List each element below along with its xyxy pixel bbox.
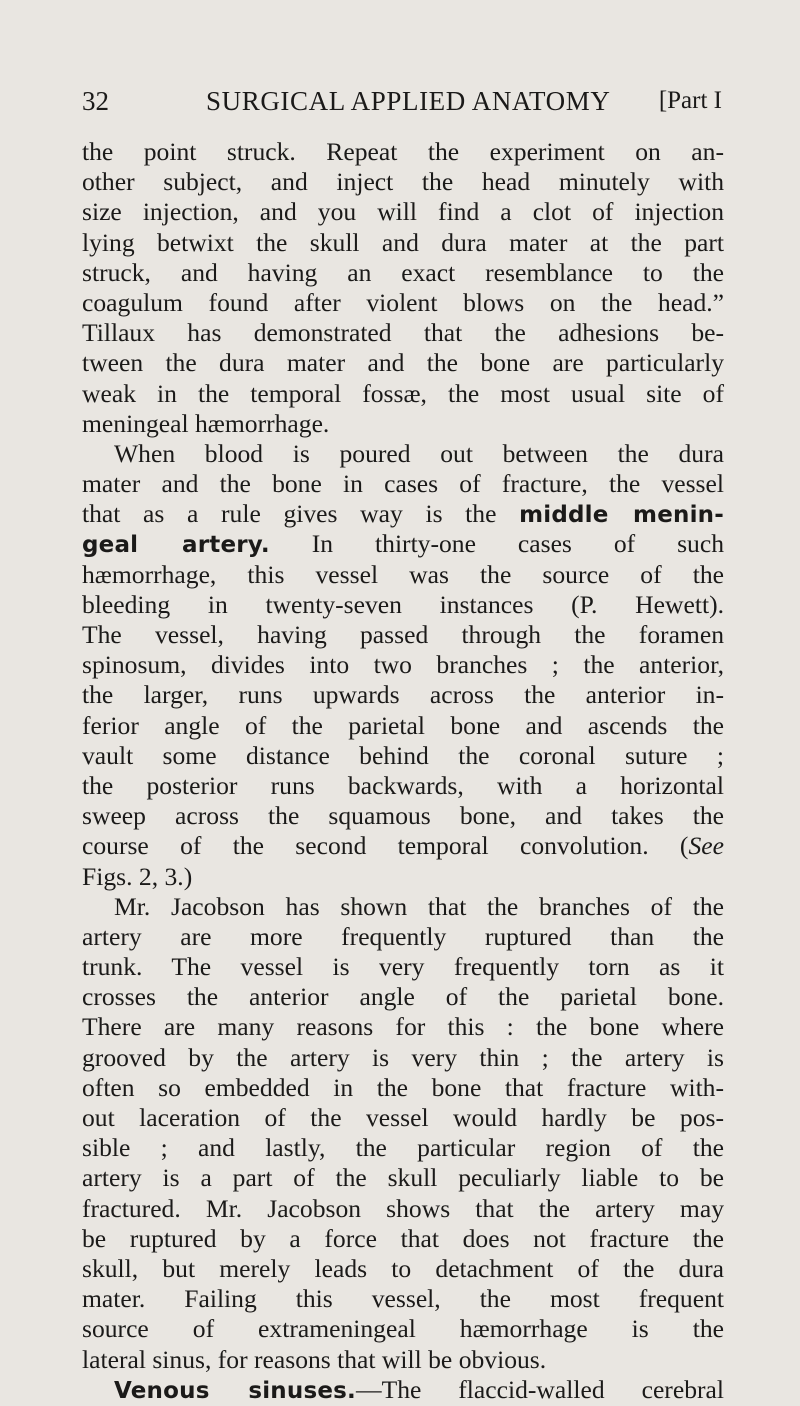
text-line — [82, 1224, 724, 1254]
text-line — [82, 288, 724, 318]
text-line — [82, 137, 724, 167]
text-line — [82, 620, 724, 650]
line-text: skull, but merely leads to detachment of the dura — [82, 1253, 724, 1283]
text-line — [82, 680, 724, 710]
line-text: mater. Failing this vessel, the most frequent — [82, 1284, 724, 1314]
line-text: the larger, runs upwards across the anterior in- — [82, 680, 724, 710]
text-line — [82, 258, 724, 288]
line-text: trunk. The vessel is very frequently torn as it — [82, 952, 724, 982]
text-line — [82, 1375, 724, 1405]
line-text: source of extrameningeal hæmorrhage is the — [82, 1314, 724, 1344]
line-text: tween the dura mater and the bone are particularly — [82, 348, 724, 378]
text-line — [82, 741, 724, 771]
line-text: Mr. Jacobson has shown that the branches of the — [114, 891, 724, 921]
running-title: SURGICAL APPLIED ANATOMY — [206, 86, 611, 116]
text-line — [82, 1043, 724, 1073]
line-text: other subject, and inject the head minutely with — [82, 167, 724, 197]
line-text: weak in the temporal fossæ, the most usual site of — [82, 378, 724, 408]
text-line — [82, 590, 724, 620]
line-text: out laceration of the vessel would hardly be pos- — [82, 1103, 724, 1132]
line-text: The vessel, having passed through the foramen — [82, 620, 724, 649]
line-text: In thirty-one cases of such — [269, 529, 724, 559]
italic-text: See — [688, 831, 724, 861]
line-text: hæmorrhage, this vessel was the source of the — [82, 559, 724, 589]
text-line — [82, 892, 724, 922]
text-line — [82, 1314, 724, 1344]
line-text: artery are more frequently ruptured than the — [82, 921, 724, 951]
text-line — [82, 1194, 724, 1224]
line-text: the posterior runs backwards, with a horizontal — [82, 770, 724, 800]
text-line — [82, 228, 724, 258]
line-text: crosses the anterior angle of the parietal bone. — [82, 982, 724, 1012]
text-line — [82, 469, 724, 499]
line-text: coagulum found after violent blows on the head.” — [82, 287, 724, 317]
text-line — [82, 1284, 724, 1314]
line-text: sweep across the squamous bone, and takes the — [82, 801, 724, 831]
text-line — [82, 1163, 724, 1193]
text-line — [82, 650, 724, 680]
line-text: the point struck. Repeat the experiment on an- — [82, 137, 724, 166]
text-line — [82, 1012, 724, 1042]
text-line — [82, 982, 724, 1012]
line-text: ferior angle of the parietal bone and ascends the — [82, 710, 724, 740]
text-line — [82, 922, 724, 952]
line-text: be ruptured by a force that does not fracture the — [82, 1223, 724, 1253]
text-line — [82, 379, 724, 409]
text-line — [82, 952, 724, 982]
text-line — [82, 1254, 724, 1284]
bold-heading: geal artery. — [82, 532, 270, 559]
line-text: vault some distance behind the coronal suture ; — [82, 740, 724, 770]
part-label: [Part I — [658, 87, 722, 114]
line-text: lying betwixt the skull and dura mater at the part — [82, 227, 724, 257]
line-text: sible ; and lastly, the particular region of the — [82, 1133, 724, 1163]
text-line — [82, 409, 724, 439]
bold-heading: Venous sinuses. — [114, 1377, 356, 1404]
line-text: bleeding in twenty-seven instances (P. Hewett). — [82, 589, 724, 619]
text-line — [82, 1073, 724, 1103]
text-line — [82, 499, 724, 529]
text-line — [82, 1103, 724, 1133]
line-text: meningeal hæmorrhage. — [82, 408, 330, 438]
line-text: Tillaux has demonstrated that the adhesions be- — [82, 318, 724, 348]
text-line — [82, 529, 724, 559]
text-line — [82, 711, 724, 741]
line-text: —The flaccid-walled cerebral — [355, 1374, 724, 1404]
bold-heading: middle menin- — [519, 502, 724, 529]
line-text: spinosum, divides into two branches ; the anterior, — [82, 650, 724, 680]
body-text — [82, 137, 724, 1405]
line-text: size injection, and you will find a clot of injection — [82, 197, 724, 227]
text-line — [82, 771, 724, 801]
text-line — [82, 439, 724, 469]
line-text: artery is a part of the skull peculiarly liable to be — [82, 1163, 724, 1193]
line-text: Figs. 2, 3.) — [82, 861, 193, 891]
text-line — [82, 1133, 724, 1163]
line-text: lateral sinus, for reasons that will be obvious. — [82, 1344, 547, 1374]
line-text: When blood is poured out between the dura — [114, 438, 724, 468]
line-text: struck, and having an exact resemblance to the — [82, 257, 724, 287]
text-line — [82, 318, 724, 348]
line-text: fractured. Mr. Jacobson shows that the artery may — [82, 1193, 724, 1223]
running-header — [82, 86, 722, 116]
text-line — [82, 1345, 724, 1375]
text-line — [82, 167, 724, 197]
line-text: often so embedded in the bone that fracture with- — [82, 1072, 724, 1102]
text-line — [82, 801, 724, 831]
line-text: mater and the bone in cases of fracture, the vessel — [82, 469, 724, 499]
line-text: grooved by the artery is very thin ; the artery is — [82, 1042, 724, 1072]
line-text: course of the second temporal convolution. ( — [82, 831, 689, 861]
text-line — [82, 197, 724, 227]
text-line — [82, 560, 724, 590]
page-number: 32 — [82, 86, 109, 116]
text-line — [82, 862, 724, 892]
text-line — [82, 348, 724, 378]
line-text: There are many reasons for this : the bone where — [82, 1012, 724, 1042]
text-line — [82, 831, 724, 861]
line-text: that as a rule gives way is the — [82, 499, 520, 529]
